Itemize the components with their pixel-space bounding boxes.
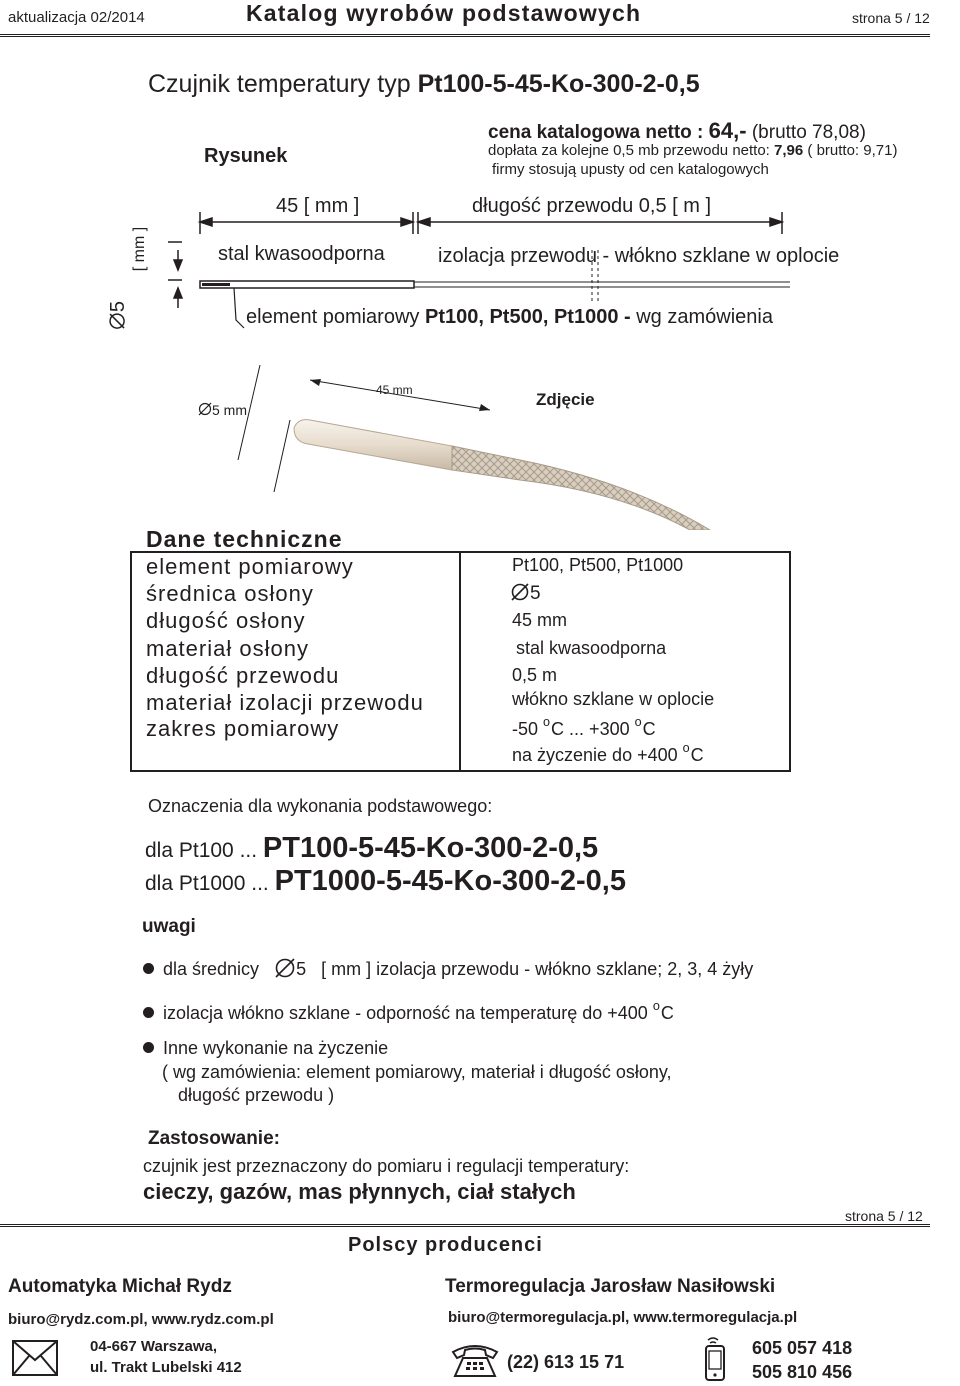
photo-diameter-label: 5 mm: [198, 402, 247, 418]
surcharge-line: [488, 142, 897, 159]
tech-value: 0,5 m: [512, 665, 558, 685]
company-right-name: Termoregulacja Jarosław Nasiłowski: [445, 1276, 776, 1297]
tech-label: długość przewodu: [146, 663, 340, 688]
tech-label: średnica osłony: [146, 581, 314, 606]
tech-label: długość osłony: [146, 608, 306, 633]
bullet: [143, 1042, 154, 1053]
tech-label: zakres pomiarowy: [146, 716, 340, 741]
catalog-title: Katalog wyrobów podstawowych: [246, 0, 642, 26]
tech-value: 45 mm: [512, 610, 568, 630]
product-title: [148, 70, 700, 99]
element-label: [246, 306, 773, 329]
tech-value: włókno szklane w oplocie: [512, 689, 715, 709]
diameter-icon: [274, 957, 296, 979]
tech-label: element pomiarowy: [146, 554, 354, 579]
footer-brand: Polscy producenci: [348, 1234, 543, 1256]
tech-value-range: -50 $^o$C ... +300 $^o$C: [512, 715, 656, 739]
page-number: strona 5 / 12: [852, 10, 930, 26]
tech-value-diameter: 5: [510, 582, 541, 605]
designation-row: dla Pt100 ... PT100-5-45-Ko-300-2-0,5: [145, 832, 599, 864]
tech-value: stal kwasoodporna: [516, 638, 667, 658]
footer-page-number: strona 5 / 12: [845, 1208, 923, 1224]
diameter-unit-rotated: [ mm ]: [131, 226, 149, 272]
header-rule: [0, 34, 930, 37]
designations-heading: Oznaczenia dla wykonania podstawowego:: [148, 796, 493, 816]
net-price-label: cena katalogowa netto :: [488, 122, 704, 143]
bullet: [143, 963, 154, 974]
company-left-street: ul. Trakt Lubelski 412: [90, 1359, 242, 1376]
sensor-photo: [190, 360, 750, 530]
company-right-mobile: 505 810 456: [752, 1362, 853, 1382]
company-left-address: 04-667 Warszawa,: [90, 1338, 218, 1355]
cable-length-label: długość przewodu 0,5 [ m ]: [472, 195, 712, 217]
footer-rule: [0, 1224, 930, 1227]
tech-label: materiał izolacji przewodu: [146, 690, 424, 715]
application-text: czujnik jest przeznaczony do pomiaru i regulacji temperatury:: [143, 1156, 630, 1176]
tech-table-divider: [459, 551, 461, 770]
discount-note: firmy stosują upusty od cen katalogowych: [492, 161, 769, 178]
drawing-heading: Rysunek: [204, 145, 288, 167]
company-right-contact[interactable]: biuro@termoregulacja.pl, www.termoregulacja.pl: [448, 1309, 798, 1326]
element-types: Pt100, Pt500, Pt1000 -: [424, 306, 631, 328]
surcharge-gross: ( brutto: 9,71): [803, 142, 898, 159]
company-right-phone: (22) 613 15 71: [507, 1352, 625, 1372]
note-item: Inne wykonanie na życzenie: [143, 1038, 388, 1059]
diameter-icon: [108, 312, 126, 330]
diameter-vertical-label: [107, 226, 168, 342]
product-title-prefix: Czujnik temperatury typ: [148, 70, 411, 98]
net-price-value: 64,-: [708, 118, 747, 143]
photo-length-label: 45 mm: [376, 383, 413, 397]
company-left-name: Automatyka Michał Rydz: [8, 1276, 232, 1297]
note-item-detail: długość przewodu ): [178, 1085, 335, 1105]
note-item: izolacja włókno szklane - odporność na temperaturę do +400 $^o$C: [143, 999, 674, 1024]
update-date: aktualizacja 02/2014: [8, 9, 145, 26]
tech-value-range-ext: na życzenie do +400 $^o$C: [512, 741, 704, 765]
gross-price: (brutto 78,08): [751, 122, 866, 143]
diameter-value-rotated: 5: [107, 301, 130, 330]
surcharge-text: dopłata za kolejne 0,5 mb przewodu netto:: [488, 142, 775, 159]
element-suffix: wg zamówienia: [636, 306, 773, 328]
tech-label: materiał osłony: [146, 636, 309, 661]
tech-heading: Dane techniczne: [146, 526, 343, 552]
bullet: [143, 1007, 154, 1018]
tech-value: Pt100, Pt500, Pt1000: [512, 555, 684, 575]
price-line: [488, 118, 866, 144]
diameter-icon: [510, 582, 530, 602]
application-heading: Zastosowanie:: [148, 1128, 280, 1149]
sheath-length-label: 45 [ mm ]: [276, 195, 360, 217]
element-prefix: element pomiarowy: [246, 306, 420, 328]
company-right-mobile: 605 057 418: [752, 1338, 853, 1358]
telephone-icon: [450, 1340, 500, 1378]
surcharge-net: 7,96: [774, 142, 804, 159]
product-title-code: Pt100-5-45-Ko-300-2-0,5: [417, 70, 700, 98]
note-item: dla średnicy 5 [ mm ] izolacja przewodu - włókno szklane; 2, 3, 4 żyły: [143, 957, 753, 980]
notes-heading: uwagi: [142, 916, 196, 937]
envelope-icon: [12, 1340, 58, 1376]
diameter-icon: [198, 402, 212, 416]
sheath-material-label: stal kwasoodporna: [218, 243, 385, 265]
note-item-detail: ( wg zamówienia: element pomiarowy, materiał i długość osłony,: [162, 1062, 672, 1082]
photo-heading: Zdjęcie: [536, 390, 595, 409]
company-left-contact[interactable]: biuro@rydz.com.pl, www.rydz.com.pl: [8, 1311, 274, 1328]
mobile-phone-icon: [700, 1336, 730, 1382]
designation-row: dla Pt1000 ... PT1000-5-45-Ko-300-2-0,5: [145, 865, 626, 897]
insulation-label: izolacja przewodu - włókno szklane w oplocie: [438, 245, 840, 267]
application-media: cieczy, gazów, mas płynnych, ciał stałych: [143, 1179, 576, 1204]
